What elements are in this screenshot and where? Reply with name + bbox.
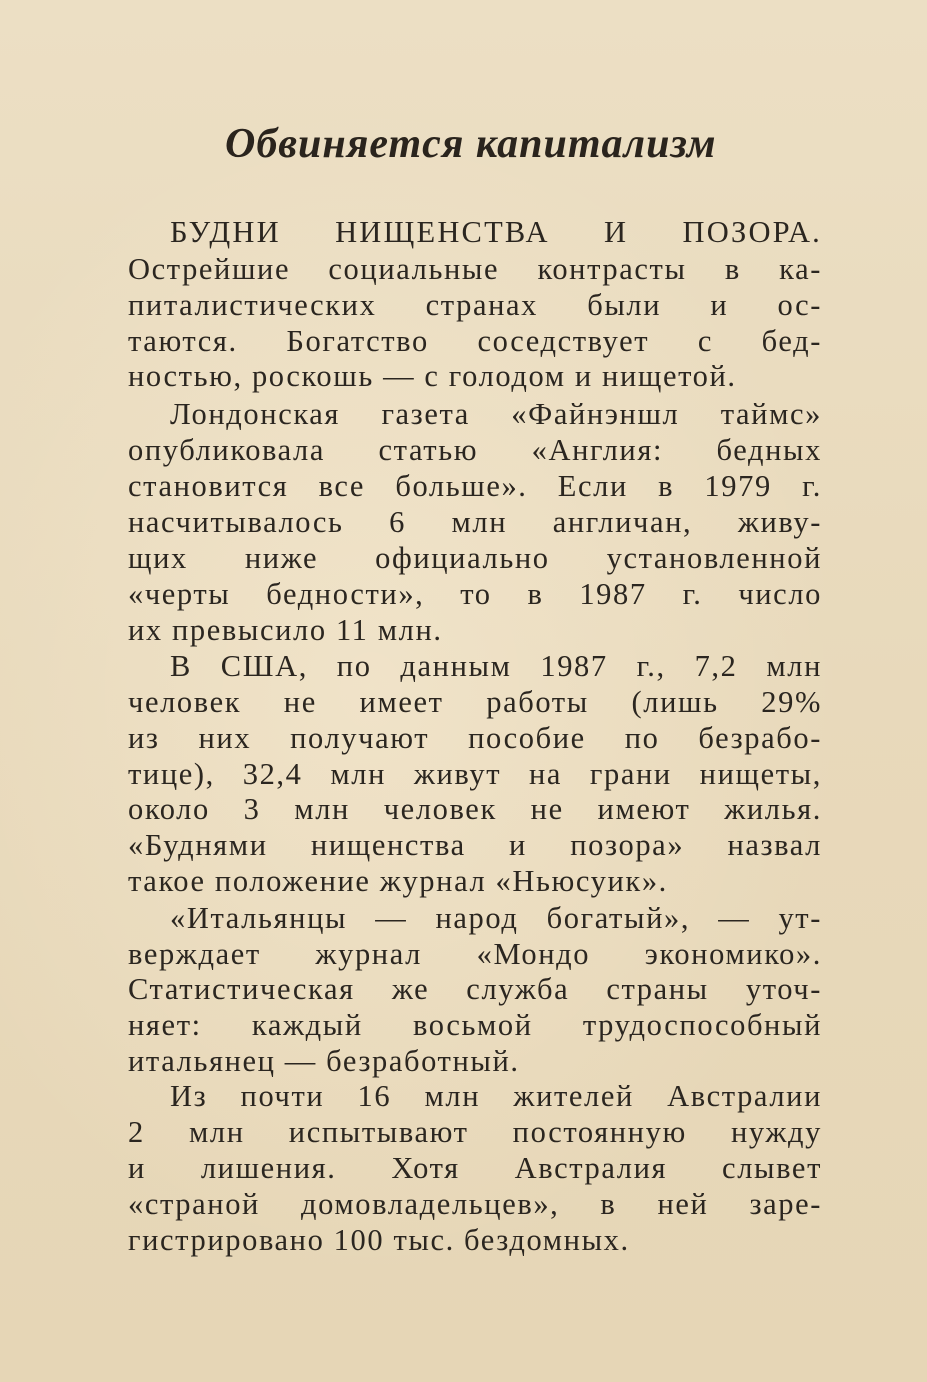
- text-line: «Итальянцы — народ богатый», — ут-: [170, 901, 822, 935]
- text-line: итальянец — безработный.: [128, 1044, 520, 1078]
- text-line: их превысило 11 млн.: [128, 613, 443, 647]
- text-line: таются. Богатство соседствует с бед-: [128, 324, 822, 358]
- text-line: тице), 32,4 млн живут на грани нищеты,: [128, 757, 822, 791]
- text-line: гистрировано 100 тыс. бездомных.: [128, 1223, 630, 1257]
- text-line: насчитывалось 6 млн англичан, живу-: [128, 505, 822, 539]
- text-line: щих ниже официально установленной: [128, 541, 822, 575]
- text-line: Лондонская газета «Файнэншл таймс»: [170, 397, 822, 431]
- text-line: человек не имеет работы (лишь 29%: [128, 685, 822, 719]
- text-line: Острейшие социальные контрасты в ка-: [128, 252, 822, 286]
- text-line: «черты бедности», то в 1987 г. число: [128, 577, 822, 611]
- text-line: 2 млн испытывают постоянную нужду: [128, 1115, 822, 1149]
- text-line: ностью, роскошь — с голодом и нищетой.: [128, 359, 737, 393]
- text-line: питалистических странах были и ос-: [128, 288, 822, 322]
- text-line: Статистическая же служба страны уточ-: [128, 972, 822, 1006]
- text-line: «Буднями нищенства и позора» назвал: [128, 828, 822, 862]
- page-heading: Обвиняется капитализм: [225, 121, 717, 167]
- text-line: около 3 млн человек не имеют жилья.: [128, 792, 822, 826]
- text-line: такое положение журнал «Ньюсуик».: [128, 864, 668, 898]
- text-line: и лишения. Хотя Австралия слывет: [128, 1151, 822, 1185]
- text-line: из них получают пособие по безрабо-: [128, 721, 822, 755]
- text-line: опубликовала статью «Англия: бедных: [128, 433, 822, 467]
- text-line: няет: каждый восьмой трудоспособный: [128, 1008, 822, 1042]
- text-line: Из почти 16 млн жителей Австралии: [170, 1079, 822, 1113]
- text-line: БУДНИ НИЩЕНСТВА И ПОЗОРА.: [170, 215, 822, 249]
- text-line: становится все больше». Если в 1979 г.: [128, 469, 822, 503]
- text-line: В США, по данным 1987 г., 7,2 млн: [170, 649, 822, 683]
- text-line: верждает журнал «Мондо экономико».: [128, 937, 822, 971]
- text-line: «страной домовладельцев», в ней заре-: [128, 1187, 822, 1221]
